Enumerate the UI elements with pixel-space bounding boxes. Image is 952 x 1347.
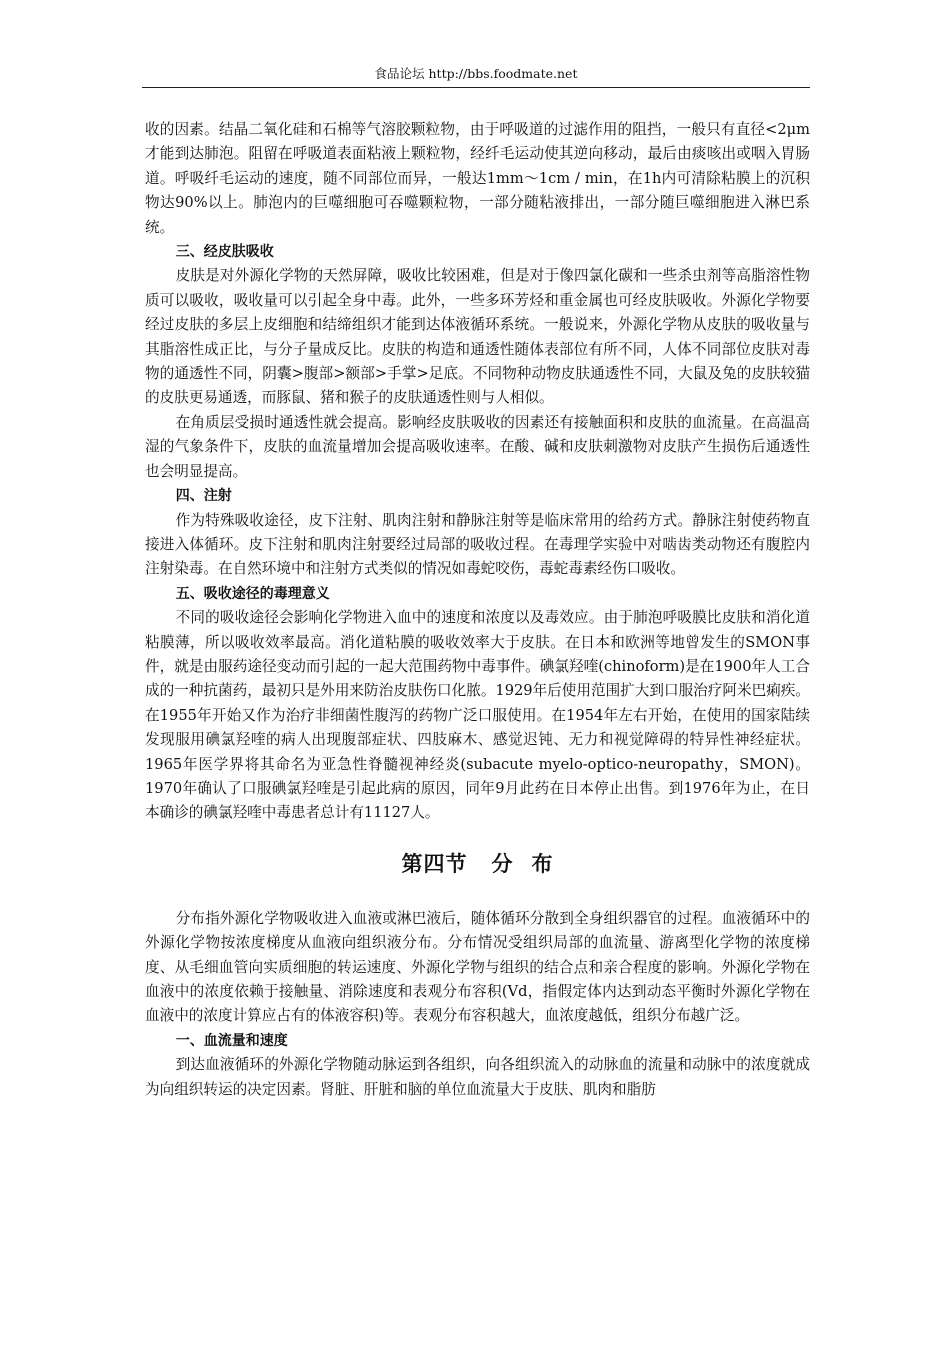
section-title [145, 849, 810, 879]
paragraph-skin-1: 皮肤是对外源化学物的天然屏障，吸收比较困难，但是对于像四氯化碳和一些杀虫剂等高脂溶性物质可以吸收，吸收量可以引起全身中毒。此外，一些多环芳烃和重金属也可经皮肤吸收。外源化学物要经过皮肤的多层上皮细胞和结缔组织才能到达体液循环系统。一般说来，外源化学物从皮肤的吸收量与其脂溶性成正比，与分子量成反比。皮肤的构造和通透性随体表部位有所不同，人体不同部位皮肤对毒物的通透性不同，阴囊>腹部>额部>手掌>足底。不同物种动物皮肤通透性不同，大鼠及兔的皮肤较猫的皮肤更易通透，而豚鼠、猪和猴子的皮肤通透性则与人相似。 [145, 267, 810, 407]
paragraph-blood-flow: 到达血液循环的外源化学物随动脉运到各组织，向各组织流入的动脉血的流量和动脉中的浓度就成为向组织转运的决定因素。肾脏、肝脏和脑的单位血流量大于皮肤、肌肉和脂肪 [145, 1056, 810, 1098]
header-divider [142, 87, 810, 88]
paragraph-significance: 不同的吸收途径会影响化学物进入血中的速度和浓度以及毒效应。由于肺泡呼吸膜比皮肤和消化道粘膜薄，所以吸收效率最高。消化道粘膜的吸收效率大于皮肤。在日本和欧洲等地曾发生的SMON事件，就是由服药途径变动而引起的一起大范围药物中毒事件。碘氯羟喹(chinoform)是在1900年人工合成的一种抗菌药，最初只是外用来防治皮肤伤口化脓。1929年后使用范围扩大到口服治疗阿米巴痢疾。在1955年开始又作为治疗非细菌性腹泻的药物广泛口服使用。在1954年左右开始，在使用的国家陆续发现服用碘氯羟喹的病人出现腹部症状、四肢麻木、感觉迟钝、无力和视觉障碍的特异性神经症状。1965年医学界将其命名为亚急性脊髓视神经炎(subacute myelo-optico-neuropathy，SMON)。1970年确认了口服碘氯羟喹是引起此病的原因，同年9月此药在日本停止出售。到1976年为止，在日本确诊的碘氯羟喹中毒患者总计有11127人。 [145, 609, 810, 822]
paragraph-distribution: 分布指外源化学物吸收进入血液或淋巴液后，随体循环分散到全身组织器官的过程。血液循环中的外源化学物按浓度梯度从血液向组织液分布。分布情况受组织局部的血流量、游离型化学物的浓度梯度、从毛细血管向实质细胞的转运速度、外源化学物与组织的结合点和亲合程度的影响。外源化学物在血液中的浓度依赖于接触量、消除速度和表观分布容积(Vd，指假定体内达到动态平衡时外源化学物在血液中的浓度计算应占有的体液容积)等。表观分布容积越大，血浓度越低，组织分布越广泛。 [145, 909, 810, 1025]
subheading-toxicological-significance: 五、吸收途径的毒理意义 [175, 585, 330, 602]
document-body [145, 118, 810, 1102]
subheading-skin-absorption: 三、经皮肤吸收 [175, 244, 274, 261]
subheading-blood-flow: 一、血流量和速度 [175, 1032, 288, 1049]
paragraph-skin-2: 在角质层受损时通透性就会提高。影响经皮肤吸收的因素还有接触面积和皮肤的血流量。在高温高湿的气象条件下，皮肤的血流量增加会提高吸收速率。在酸、碱和皮肤刺激物对皮肤产生损伤后通透性也会明显提高。 [145, 413, 810, 480]
subheading-injection: 四、注射 [175, 488, 232, 505]
section-title-word-1: 分 [491, 851, 514, 876]
page-header: 食品论坛 http://bbs.foodmate.net [374, 66, 578, 81]
paragraph-injection: 作为特殊吸收途径，皮下注射、肌肉注射和静脉注射等是临床常用的给药方式。静脉注射使药物直接进入体循环。皮下注射和肌肉注射要经过局部的吸收过程。在毒理学实验中对啮齿类动物还有腹腔内注射染毒。在自然环境中和注射方式类似的情况如毒蛇咬伤，毒蛇毒素经伤口吸收。 [145, 511, 810, 578]
paragraph-intro: 收的因素。结晶二氧化硅和石棉等气溶胶颗粒物，由于呼吸道的过滤作用的阻挡，一般只有直径<2μm才能到达肺泡。阻留在呼吸道表面粘液上颗粒物，经纤毛运动使其逆向移动，最后由痰咳出或咽入胃肠道。呼吸纤毛运动的速度，随不同部位而异，一般达1mm～1cm / min，在1h内可清除粘膜上的沉积物达90%以上。肺泡内的巨噬细胞可吞噬颗粒物，一部分随粘液排出，一部分随巨噬细胞进入淋巴系统。 [145, 121, 810, 236]
section-title-number: 第四节 [401, 851, 468, 876]
section-title-word-2: 布 [531, 851, 554, 876]
